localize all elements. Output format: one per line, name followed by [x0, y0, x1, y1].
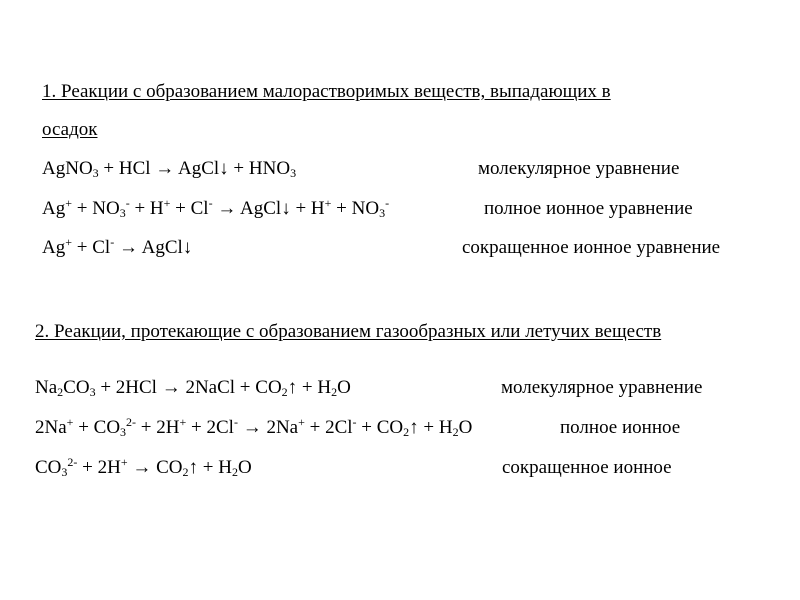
equation-part: 2: [331, 385, 338, 399]
s2-full-ionic-description: полное ионное: [560, 417, 681, 438]
equation-part: +: [66, 415, 74, 429]
s2-full-ionic-equation: [35, 416, 472, 440]
equation-part: -: [125, 196, 130, 210]
equation-part: + NO: [72, 198, 120, 219]
equation-part: +: [298, 415, 305, 429]
equation-part: 3: [61, 465, 68, 479]
equation-part: + 2Cl: [304, 417, 353, 438]
equation-part: → CO: [127, 457, 183, 478]
equation-part: CO: [63, 377, 90, 398]
equation-part: -: [233, 415, 238, 429]
equation-part: + 2Cl: [186, 417, 234, 438]
equation-part: Na: [35, 377, 58, 398]
equation-part: 3: [119, 206, 126, 220]
section1-heading-line1: 1. Реакции с образованием малорастворимых веществ, выпадающих в: [42, 81, 611, 102]
section1-heading-line2: осадок: [42, 119, 98, 140]
equation-part: → AgCl↓: [114, 237, 193, 258]
equation-part: 2-: [126, 415, 137, 429]
equation-part: +: [163, 196, 171, 210]
s2-short-ionic-description: сокращенное ионное: [502, 457, 672, 478]
equation-part: 2: [452, 425, 459, 439]
equation-part: 2: [231, 465, 238, 479]
equation-part: ↑ + H: [287, 377, 332, 398]
equation-part: O: [337, 377, 351, 398]
equation-part: 3: [89, 385, 96, 399]
equation-part: -: [385, 196, 390, 210]
equation-part: → 2Na: [237, 417, 299, 438]
equation-part: + 2H: [77, 457, 121, 478]
equation-part: +: [179, 415, 187, 429]
equation-part: 2: [57, 385, 64, 399]
equation-part: 2: [281, 385, 288, 399]
equation-part: Ag: [42, 198, 66, 219]
equation-part: -: [352, 415, 357, 429]
equation-part: +: [65, 196, 73, 210]
s1-full-ionic-equation: [42, 197, 389, 221]
equation-part: 3: [92, 166, 99, 180]
s2-short-ionic-equation: [35, 456, 252, 480]
equation-part: Ag: [42, 237, 66, 258]
equation-part: -: [208, 196, 213, 210]
equation-part: + 2HCl → 2NaCl + CO: [95, 377, 282, 398]
equation-part: ↑ + H: [188, 457, 232, 478]
equation-part: ↑ + H: [409, 417, 453, 438]
s1-molecular-equation: [42, 157, 296, 181]
equation-part: + H: [129, 198, 164, 219]
equation-part: +: [324, 196, 332, 210]
s2-molecular-description: молекулярное уравнение: [501, 377, 703, 398]
equation-part: CO: [35, 457, 62, 478]
equation-part: + NO: [331, 198, 380, 219]
equation-part: 3: [290, 166, 297, 180]
equation-part: + CO: [356, 417, 404, 438]
equation-part: O: [458, 417, 473, 438]
equation-part: 3: [379, 206, 386, 220]
equation-part: → AgCl↓ + H: [212, 198, 325, 219]
equation-part: +: [65, 235, 73, 249]
s2-molecular-equation: [35, 376, 351, 400]
equation-part: O: [237, 457, 252, 478]
equation-part: -: [110, 235, 115, 249]
equation-part: AgNO: [42, 158, 93, 179]
s1-molecular-description: молекулярное уравнение: [478, 158, 680, 179]
equation-part: + 2H: [136, 417, 180, 438]
s1-short-ionic-equation: [42, 236, 192, 260]
equation-part: + Cl: [72, 237, 111, 258]
equation-part: 2Na: [35, 417, 67, 438]
section2-heading: 2. Реакции, протекающие с образованием газообразных или летучих веществ: [35, 321, 662, 342]
s1-short-ionic-description: сокращенное ионное уравнение: [462, 237, 721, 258]
equation-part: 2: [403, 425, 410, 439]
s1-full-ionic-description: полное ионное уравнение: [484, 198, 693, 219]
equation-part: +: [120, 455, 128, 469]
equation-part: + CO: [73, 417, 121, 438]
equation-part: 3: [120, 425, 127, 439]
equation-part: 2-: [67, 455, 78, 469]
equation-part: 2: [182, 465, 189, 479]
equation-part: + HCl → AgCl↓ + HNO: [98, 158, 291, 179]
equation-part: + Cl: [170, 198, 209, 219]
